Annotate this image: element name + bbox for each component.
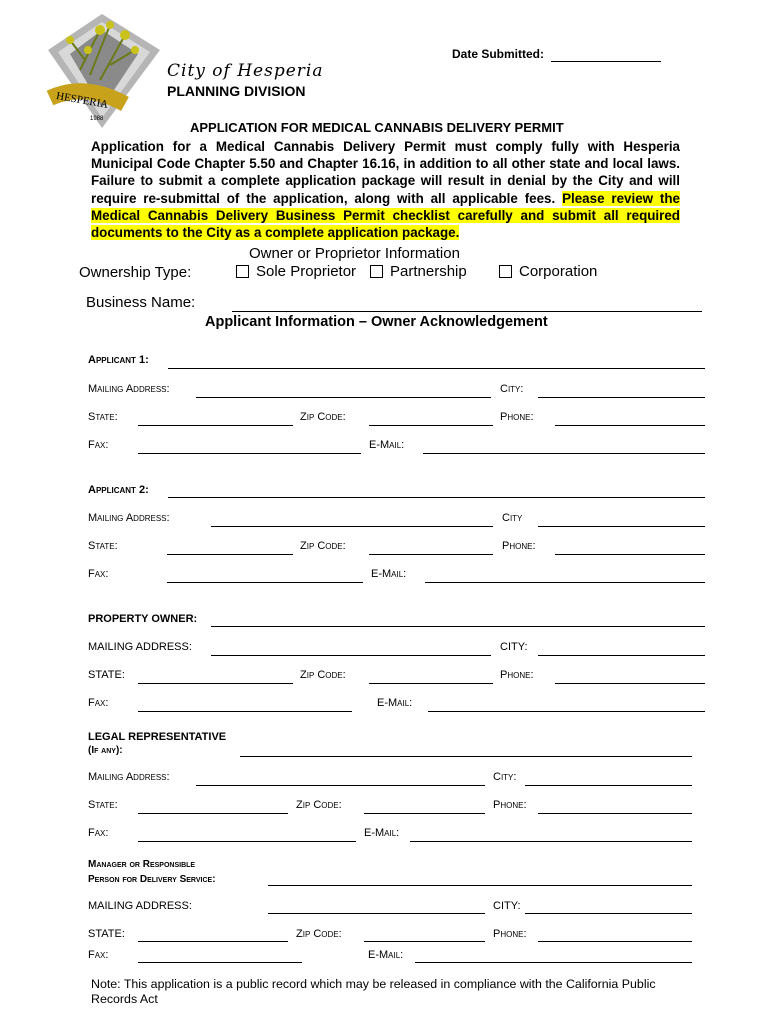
applicant1-phone-label: Phone: <box>500 411 534 423</box>
manager-email-label: E-Mail: <box>368 949 404 961</box>
manager-mailing-label: MAILING ADDRESS: <box>88 900 192 912</box>
manager-zip-label: Zip Code: <box>296 928 342 940</box>
manager-mailing-field[interactable] <box>268 913 485 914</box>
applicant1-mailing-field[interactable] <box>196 397 491 398</box>
legal-rep-mailing-field[interactable] <box>196 785 485 786</box>
applicant2-phone-label: Phone: <box>502 540 536 552</box>
ownership-type-label: Ownership Type: <box>79 264 192 281</box>
applicant2-label: Applicant 2: <box>88 484 149 496</box>
legal-rep-phone-label: Phone: <box>493 799 527 811</box>
applicant1-mailing-label: Mailing Address: <box>88 383 170 395</box>
property-owner-phone-label: Phone: <box>500 669 534 681</box>
applicant1-state-field[interactable] <box>138 425 293 426</box>
applicant2-state-label: State: <box>88 540 118 552</box>
manager-zip-field[interactable] <box>364 941 485 942</box>
applicant1-fax-field[interactable] <box>138 453 361 454</box>
legal-rep-fax-label: Fax: <box>88 827 109 839</box>
property-owner-zip-label: Zip Code: <box>300 669 346 681</box>
applicant1-city-field[interactable] <box>538 397 705 398</box>
manager-label-line1: Manager or Responsible <box>88 859 196 870</box>
applicant1-email-field[interactable] <box>423 453 705 454</box>
business-name-field[interactable] <box>232 311 702 312</box>
legal-rep-email-field[interactable] <box>410 841 692 842</box>
manager-fax-label: Fax: <box>88 949 109 961</box>
manager-city-label: CITY: <box>493 900 521 912</box>
date-submitted-field[interactable] <box>551 61 661 62</box>
applicant1-zip-field[interactable] <box>369 425 493 426</box>
applicant2-zip-label: Zip Code: <box>300 540 346 552</box>
property-owner-label: PROPERTY OWNER: <box>88 613 198 625</box>
legal-rep-phone-field[interactable] <box>538 813 692 814</box>
legal-rep-email-label: E-Mail: <box>364 827 400 839</box>
division-title: PLANNING DIVISION <box>167 83 306 99</box>
property-owner-phone-field[interactable] <box>555 683 705 684</box>
legal-rep-city-field[interactable] <box>525 785 692 786</box>
manager-state-label: STATE: <box>88 928 125 940</box>
manager-phone-field[interactable] <box>538 941 692 942</box>
applicant2-zip-field[interactable] <box>369 554 493 555</box>
applicant-section-heading: Applicant Information – Owner Acknowledgement <box>205 314 548 330</box>
svg-text:1988: 1988 <box>90 116 104 122</box>
applicant1-phone-field[interactable] <box>555 425 705 426</box>
legal-rep-state-field[interactable] <box>138 813 288 814</box>
city-logo <box>40 10 165 128</box>
applicant2-email-field[interactable] <box>425 582 705 583</box>
manager-state-field[interactable] <box>138 941 288 942</box>
applicant2-fax-field[interactable] <box>167 582 363 583</box>
applicant1-zip-label: Zip Code: <box>300 411 346 423</box>
corporation-checkbox[interactable] <box>499 265 512 278</box>
legal-rep-label: LEGAL REPRESENTATIVE <box>88 731 227 743</box>
legal-rep-city-label: City: <box>493 771 517 783</box>
property-owner-zip-field[interactable] <box>369 683 493 684</box>
manager-city-field[interactable] <box>525 913 692 914</box>
applicant1-state-label: State: <box>88 411 118 423</box>
property-owner-mailing-field[interactable] <box>211 655 491 656</box>
manager-fax-field[interactable] <box>138 962 302 963</box>
property-owner-city-label: CITY: <box>500 641 528 653</box>
applicant1-field[interactable] <box>168 368 705 369</box>
manager-label-line2: Person for Delivery Service: <box>88 874 216 885</box>
applicant2-city-label: City <box>502 512 523 524</box>
property-owner-fax-field[interactable] <box>138 711 352 712</box>
property-owner-state-label: STATE: <box>88 669 125 681</box>
legal-rep-zip-label: Zip Code: <box>296 799 342 811</box>
legal-rep-fax-field[interactable] <box>138 841 356 842</box>
applicant2-field[interactable] <box>168 497 705 498</box>
applicant1-city-label: City: <box>500 383 524 395</box>
form-title: APPLICATION FOR MEDICAL CANNABIS DELIVERY PERMIT <box>190 120 564 135</box>
partnership-checkbox[interactable] <box>370 265 383 278</box>
highlighted-instruction: Please review the Medical Cannabis Delivery Business Permit checklist carefully and submit all required documents to the City as a complete application package. <box>91 190 680 241</box>
applicant1-email-label: E-Mail: <box>369 439 405 451</box>
legal-rep-if-any: (If any): <box>88 745 123 756</box>
logo-lettering: HESPERIA <box>55 90 110 111</box>
sole-proprietor-label: Sole Proprietor <box>256 263 357 280</box>
property-owner-fax-label: Fax: <box>88 697 109 709</box>
intro-paragraph: Application for a Medical Cannabis Delivery Permit must comply fully with Hesperia Municipal Code Chapter 5.50 and Chapter 16.16, in addition to all other state and local laws. Failure to submit a complete application package will result in denial by the City and will require re-submittal of the application, along with all applicable fees. Please review the Medical Cannabis Delivery Business Permit checklist carefully and submit all required documents to the City as a complete application package. <box>91 139 680 241</box>
city-name: City of Hesperia <box>167 61 324 81</box>
applicant2-mailing-label: Mailing Address: <box>88 512 170 524</box>
manager-field[interactable] <box>268 885 692 886</box>
property-owner-field[interactable] <box>211 626 705 627</box>
property-owner-mailing-label: MAILING ADDRESS: <box>88 641 192 653</box>
applicant1-label: Applicant 1: <box>88 354 149 366</box>
date-submitted-label: Date Submitted: <box>452 47 545 61</box>
applicant2-city-field[interactable] <box>538 526 705 527</box>
applicant2-email-label: E-Mail: <box>371 568 407 580</box>
legal-rep-mailing-label: Mailing Address: <box>88 771 170 783</box>
applicant1-fax-label: Fax: <box>88 439 109 451</box>
public-record-note: Note: This application is a public record which may be released in compliance with the California Public Records Act <box>91 977 656 1006</box>
applicant2-fax-label: Fax: <box>88 568 109 580</box>
legal-rep-zip-field[interactable] <box>364 813 485 814</box>
legal-rep-field[interactable] <box>240 756 692 757</box>
property-owner-state-field[interactable] <box>138 683 293 684</box>
property-owner-city-field[interactable] <box>538 655 705 656</box>
property-owner-email-field[interactable] <box>428 711 705 712</box>
owner-section-heading: Owner or Proprietor Information <box>249 245 460 262</box>
manager-phone-label: Phone: <box>493 928 527 940</box>
manager-email-field[interactable] <box>415 962 692 963</box>
property-owner-email-label: E-Mail: <box>377 697 413 709</box>
applicant2-phone-field[interactable] <box>555 554 705 555</box>
sole-proprietor-checkbox[interactable] <box>236 265 249 278</box>
applicant2-state-field[interactable] <box>167 554 293 555</box>
applicant2-mailing-field[interactable] <box>211 526 493 527</box>
legal-rep-state-label: State: <box>88 799 118 811</box>
corporation-label: Corporation <box>519 263 598 280</box>
business-name-label: Business Name: <box>86 294 196 311</box>
partnership-label: Partnership <box>390 263 467 280</box>
